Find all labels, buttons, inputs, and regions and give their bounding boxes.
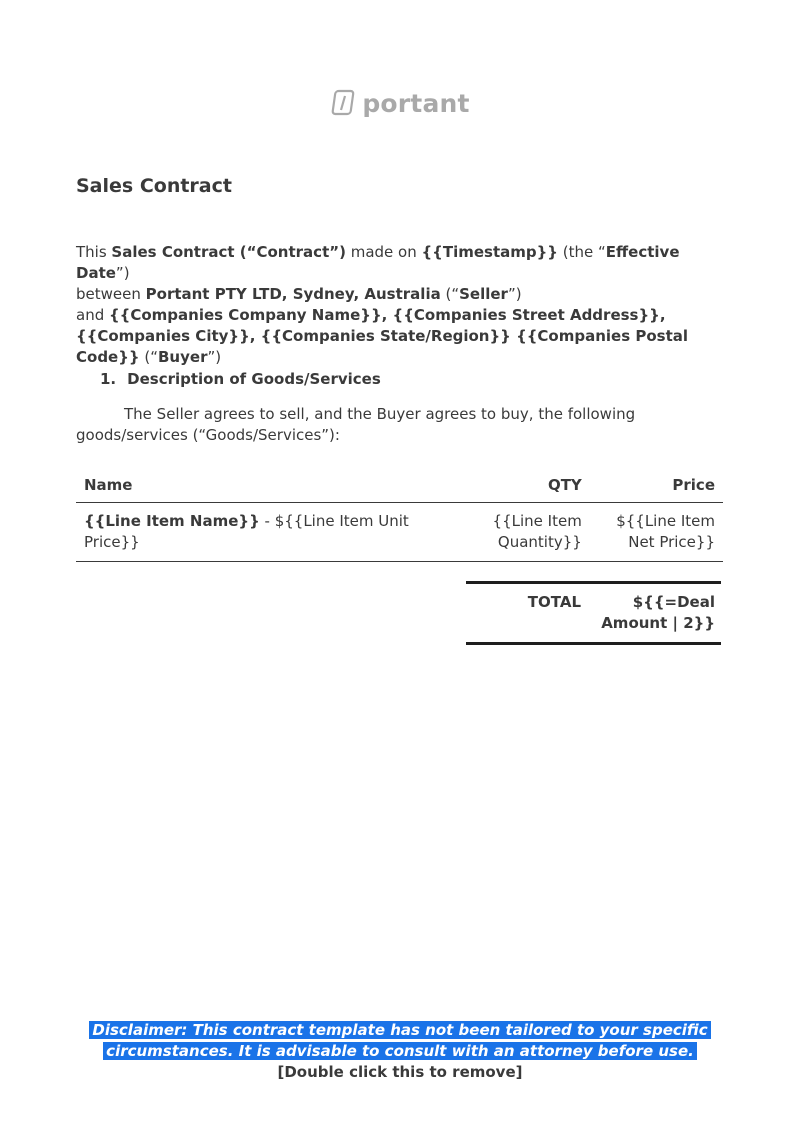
header-price: Price <box>590 471 723 503</box>
section-1-paragraph: The Seller agrees to sell, and the Buyer agrees to buy, the following goods/services (“Goods/Services”): <box>76 405 636 444</box>
intro-text: and <box>76 306 109 324</box>
intro-timestamp: {{Timestamp}} <box>421 243 558 261</box>
line-item-name: {{Line Item Name}} <box>84 512 260 530</box>
intro-text: (the “ <box>557 243 606 261</box>
cell-name <box>76 503 465 562</box>
intro-text: (“ <box>139 348 158 366</box>
intro-seller-name: Portant PTY LTD, Sydney, Australia <box>145 285 441 303</box>
table-header-row <box>76 471 723 503</box>
disclaimer[interactable] <box>0 1020 800 1083</box>
intro-text: (“ <box>440 285 460 303</box>
intro-text: ”) <box>115 264 130 282</box>
header-name: Name <box>76 471 465 503</box>
disclaimer-line-2: circumstances. It is advisable to consult with an attorney before use. <box>103 1042 697 1060</box>
portant-logo <box>0 88 800 118</box>
intro-seller-label: Seller <box>459 285 508 303</box>
line-items-table <box>76 471 723 562</box>
intro-text: between <box>76 285 146 303</box>
portant-logo-icon <box>330 88 356 118</box>
line-item-unit-price: - ${{Line Item Unit Price}} <box>84 512 409 551</box>
total-label: TOTAL <box>527 593 581 611</box>
intro-contract-name: Sales Contract (“Contract”) <box>111 243 346 261</box>
intro-effective-date: Effective Date <box>76 243 680 282</box>
section-number: 1. <box>100 370 117 388</box>
section-title: Description of Goods/Services <box>127 370 381 388</box>
intro-text: made on <box>345 243 422 261</box>
cell-price: ${{Line Item Net Price}} <box>590 503 723 562</box>
intro-text: ”) <box>507 285 522 303</box>
intro-buyer-details: {{Companies Company Name}}, {{Companies Street Address}}, {{Companies City}}, {{Companies State/Region}} {{Companies Postal Code}} <box>76 306 689 366</box>
logo-text: portant <box>362 88 470 118</box>
contract-intro <box>76 242 736 368</box>
cell-qty: {{Line Item Quantity}} <box>465 503 590 562</box>
intro-text: This <box>76 243 112 261</box>
total-block <box>466 581 721 645</box>
section-1-heading <box>100 370 381 388</box>
disclaimer-remove-hint[interactable]: [Double click this to remove] <box>277 1063 523 1081</box>
disclaimer-line-1: Disclaimer: This contract template has not been tailored to your specific <box>89 1021 710 1039</box>
header-qty: QTY <box>465 471 590 503</box>
total-value: ${{=Deal Amount | 2}} <box>601 593 715 632</box>
document-title: Sales Contract <box>76 175 232 197</box>
intro-text: ”) <box>207 348 222 366</box>
intro-buyer-label: Buyer <box>158 348 208 366</box>
table-row <box>76 503 723 562</box>
